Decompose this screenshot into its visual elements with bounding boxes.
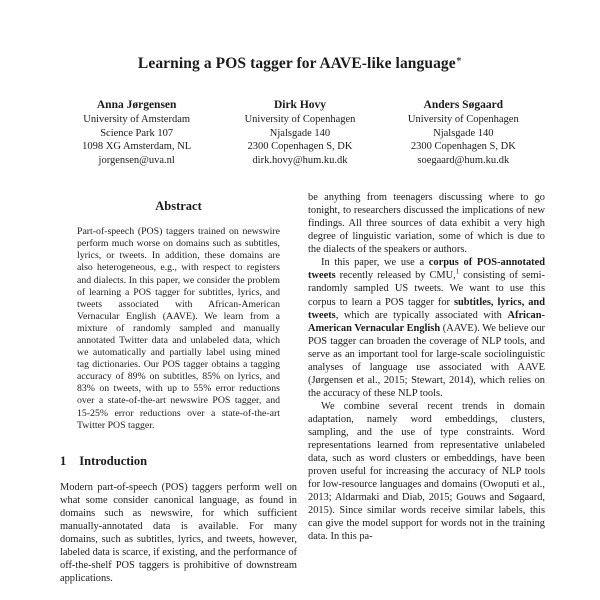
author-address: 2300 Copenhagen S, DK	[410, 141, 516, 153]
paragraph: In this paper, we use a corpus of POS-annotated tweets recently released by CMU,$^1$ consisting of semi-randomly sampled US tweets. We want to use this corpus to learn a POS tagger for subtitles, lyrics, and tweets, which are typically associated with African-American Vernacular English (AAVE). We believe our POS tagger can broaden the coverage of NLP tools, and serve as an important tool for large-scale sociolinguistic analyses of language use associated with AAVE (Jørgensen et al., 2015; Stewart, 2014), which relies on the accuracy of these NLP tools.	[308, 257, 546, 399]
author-email: jorgensen@uva.nl	[98, 154, 175, 166]
author-affiliation: University of Copenhagen	[407, 114, 519, 126]
two-column-body	[60, 191, 545, 585]
right-column	[308, 191, 545, 585]
paragraph: We combine several recent trends in domain adaptation, namely word embeddings, clusters, sampling, and the use of type constraints. Word representations learned from representative unlabeled data, such as word clusters or embeddings, have been proven useful for increasing the accuracy of NLP tools for low-resource languages and domains (Owoputi et al., 2013; Aldarmaki and Diab, 2015; Gouws and Søgaard, 2015). Since similar words receive similar labels, this can give the model support for words not in the training data. In this pa-	[308, 400, 545, 543]
author-address: Science Park 107	[100, 127, 174, 139]
paragraph: be anything from teenagers discussing where to go tonight, to researchers discussed the implications of new findings. All three sources of data exhibit a very high degree of linguistic variation, some of which is due to the dialects of the speakers or authors.	[308, 192, 545, 256]
author-address: 1098 XG Amsterdam, NL	[82, 141, 192, 153]
author-name: Dirk Hovy	[273, 99, 327, 112]
section-heading-introduction	[60, 454, 297, 469]
author-affiliation: University of Copenhagen	[244, 114, 356, 126]
author-name: Anna Jørgensen	[96, 99, 177, 112]
author-address: Njalsgade 140	[269, 127, 331, 139]
author-email: soegaard@hum.ku.dk	[417, 154, 510, 166]
introduction-body	[60, 481, 297, 585]
section-number: 1	[60, 453, 67, 468]
author-address: Njalsgade 140	[433, 127, 494, 139]
author-2	[218, 99, 381, 167]
author-address: 2300 Copenhagen S, DK	[247, 141, 353, 153]
author-1	[55, 99, 218, 167]
paper-title-text: Learning a POS tagger for AAVE-like language	[137, 55, 456, 73]
paper-title	[0, 0, 600, 73]
paragraph: Modern part-of-speech (POS) taggers perform well on what some consider canonical language, as found in domains such as newswire, for which sufficient manually-annotated data is available. For many domains, such as subtitles, lyrics, and tweets, however, labeled data is scarce, if existing, and the performance of off-the-shelf POS taggers is prohibitive of downstream applications.	[60, 481, 297, 585]
author-name: Anders Søgaard	[423, 99, 504, 112]
right-column-body	[308, 191, 545, 543]
author-email: dirk.hovy@hum.ku.dk	[252, 154, 348, 166]
author-block	[0, 99, 600, 167]
section-title: Introduction	[79, 453, 148, 468]
author-affiliation: University of Amsterdam	[83, 114, 191, 126]
abstract-heading: Abstract	[155, 199, 202, 214]
title-footnote-marker: ∗	[455, 54, 463, 64]
abstract-text: Part-of-speech (POS) taggers trained on newswire perform much worse on domains such as subtitles, lyrics, or tweets. In addition, these domains are also heterogeneous, e.g., with respect to registers and dialects. In this paper, we consider the problem of learning a POS tagger for subtitles, lyrics, and tweets associated with African-American Vernacular English (AAVE). We learn from a mixture of randomly sampled and manually annotated Twitter data and unlabeled data, which we automatically and partially label using mined tag dictionaries. Our POS tagger obtains a tagging accuracy of 89% on subtitles, 85% on lyrics, and 83% on tweets, with up to 55% error reductions over a state-of-the-art newswire POS tagger, and 15-25% error reductions over a state-of-the-art Twitter POS tagger.	[77, 226, 280, 431]
author-3	[382, 99, 545, 167]
left-column	[60, 191, 297, 585]
